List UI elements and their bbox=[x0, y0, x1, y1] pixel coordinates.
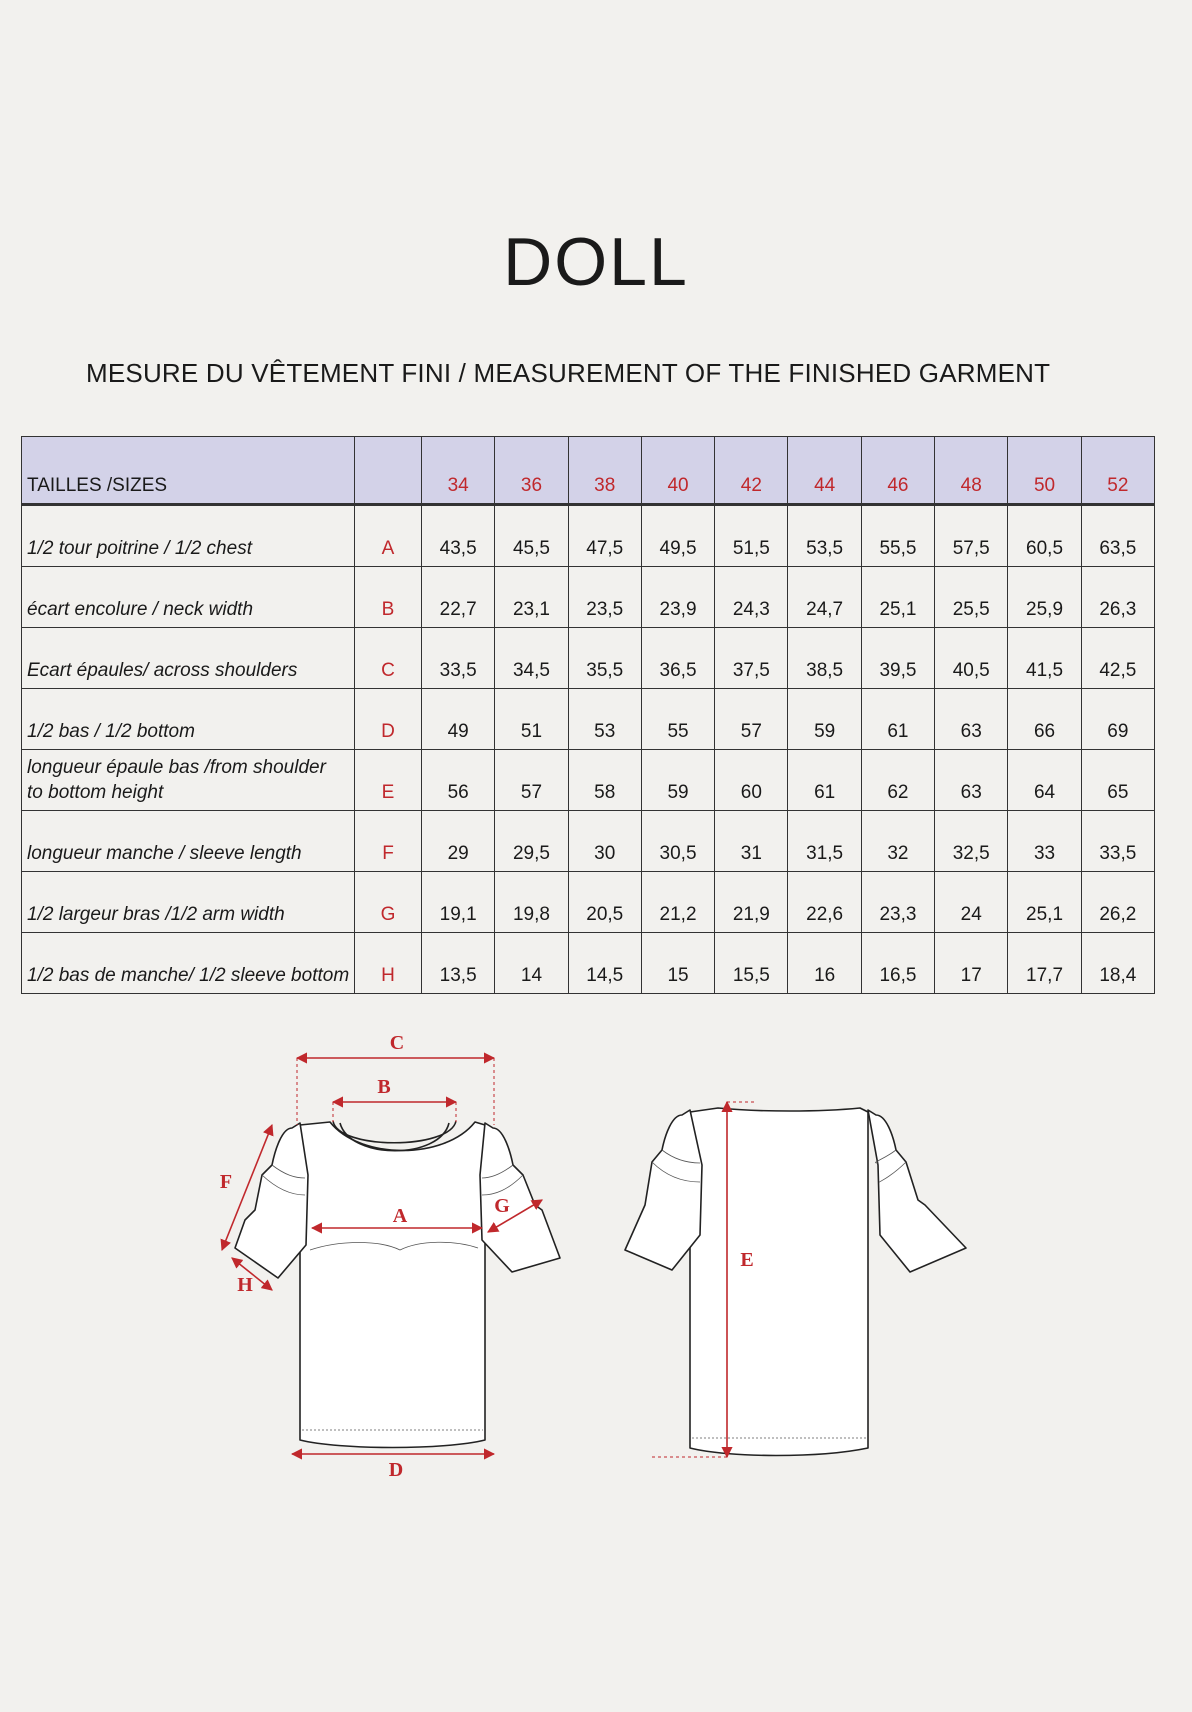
value-cell: 24,7 bbox=[788, 567, 861, 628]
size-header-cell: 42 bbox=[715, 437, 788, 505]
value-cell: 25,1 bbox=[861, 567, 934, 628]
row-label bbox=[22, 689, 355, 750]
value-cell: 19,1 bbox=[422, 872, 495, 933]
value-cell: 65 bbox=[1081, 750, 1154, 811]
garment-diagram bbox=[0, 1000, 1192, 1520]
row-label-line: longueur manche / sleeve length bbox=[27, 843, 302, 864]
table-row bbox=[22, 933, 1155, 994]
value-cell: 63 bbox=[935, 689, 1008, 750]
measure-letter: G bbox=[355, 872, 422, 933]
measure-letter: A bbox=[355, 505, 422, 567]
value-cell: 49,5 bbox=[641, 505, 714, 567]
measure-label-f: F bbox=[219, 1171, 233, 1193]
value-cell: 53 bbox=[568, 689, 641, 750]
row-label-line: to bottom height bbox=[27, 782, 164, 803]
measure-label-b: B bbox=[377, 1076, 391, 1098]
value-cell: 26,2 bbox=[1081, 872, 1154, 933]
value-cell: 61 bbox=[788, 750, 861, 811]
value-cell: 25,5 bbox=[935, 567, 1008, 628]
value-cell: 62 bbox=[861, 750, 934, 811]
row-label bbox=[22, 567, 355, 628]
value-cell: 17 bbox=[935, 933, 1008, 994]
value-cell: 66 bbox=[1008, 689, 1081, 750]
value-cell: 17,7 bbox=[1008, 933, 1081, 994]
front-garment-outline bbox=[235, 1121, 560, 1448]
value-cell: 32 bbox=[861, 811, 934, 872]
value-cell: 30,5 bbox=[641, 811, 714, 872]
value-cell: 53,5 bbox=[788, 505, 861, 567]
value-cell: 22,7 bbox=[422, 567, 495, 628]
value-cell: 33 bbox=[1008, 811, 1081, 872]
value-cell: 51,5 bbox=[715, 505, 788, 567]
value-cell: 26,3 bbox=[1081, 567, 1154, 628]
table-row bbox=[22, 872, 1155, 933]
measure-label-c: C bbox=[389, 1032, 405, 1054]
size-chart-table bbox=[21, 436, 1155, 994]
value-cell: 24 bbox=[935, 872, 1008, 933]
value-cell: 25,9 bbox=[1008, 567, 1081, 628]
value-cell: 59 bbox=[788, 689, 861, 750]
value-cell: 41,5 bbox=[1008, 628, 1081, 689]
value-cell: 16 bbox=[788, 933, 861, 994]
value-cell: 43,5 bbox=[422, 505, 495, 567]
table-header-row bbox=[22, 437, 1155, 505]
value-cell: 38,5 bbox=[788, 628, 861, 689]
sizes-header-label: TAILLES /SIZES bbox=[22, 437, 355, 505]
value-cell: 45,5 bbox=[495, 505, 568, 567]
row-label-line: longueur épaule bas /from shoulder bbox=[27, 757, 326, 778]
measure-label-e: E bbox=[740, 1249, 754, 1271]
size-header-cell: 52 bbox=[1081, 437, 1154, 505]
size-header-cell: 44 bbox=[788, 437, 861, 505]
value-cell: 36,5 bbox=[641, 628, 714, 689]
value-cell: 61 bbox=[861, 689, 934, 750]
size-header-cell: 36 bbox=[495, 437, 568, 505]
page-title: DOLL bbox=[503, 224, 689, 300]
value-cell: 37,5 bbox=[715, 628, 788, 689]
size-header-cell: 38 bbox=[568, 437, 641, 505]
row-label-line: 1/2 bas de manche/ 1/2 sleeve bottom bbox=[27, 965, 350, 986]
measure-letter: C bbox=[355, 628, 422, 689]
value-cell: 59 bbox=[641, 750, 714, 811]
value-cell: 29,5 bbox=[495, 811, 568, 872]
value-cell: 63,5 bbox=[1081, 505, 1154, 567]
row-label bbox=[22, 933, 355, 994]
value-cell: 51 bbox=[495, 689, 568, 750]
measure-label-g: G bbox=[494, 1195, 510, 1217]
value-cell: 39,5 bbox=[861, 628, 934, 689]
row-label-line: Ecart épaules/ across shoulders bbox=[27, 660, 298, 681]
value-cell: 47,5 bbox=[568, 505, 641, 567]
size-header-cell: 46 bbox=[861, 437, 934, 505]
measure-label-h: H bbox=[237, 1274, 253, 1296]
table-row bbox=[22, 567, 1155, 628]
page-subtitle: MESURE DU VÊTEMENT FINI / MEASUREMENT OF THE FINISHED GARMENT bbox=[86, 358, 1051, 388]
value-cell: 23,1 bbox=[495, 567, 568, 628]
table-row bbox=[22, 811, 1155, 872]
value-cell: 57 bbox=[715, 689, 788, 750]
size-header-cell: 40 bbox=[641, 437, 714, 505]
value-cell: 35,5 bbox=[568, 628, 641, 689]
measure-letter: E bbox=[355, 750, 422, 811]
value-cell: 33,5 bbox=[1081, 811, 1154, 872]
value-cell: 42,5 bbox=[1081, 628, 1154, 689]
value-cell: 24,3 bbox=[715, 567, 788, 628]
size-header-cell: 48 bbox=[935, 437, 1008, 505]
value-cell: 60 bbox=[715, 750, 788, 811]
table-row bbox=[22, 505, 1155, 567]
value-cell: 22,6 bbox=[788, 872, 861, 933]
value-cell: 58 bbox=[568, 750, 641, 811]
value-cell: 30 bbox=[568, 811, 641, 872]
value-cell: 60,5 bbox=[1008, 505, 1081, 567]
row-label-line: 1/2 tour poitrine / 1/2 chest bbox=[27, 538, 252, 559]
row-label bbox=[22, 750, 355, 811]
value-cell: 18,4 bbox=[1081, 933, 1154, 994]
value-cell: 20,5 bbox=[568, 872, 641, 933]
measure-letter: D bbox=[355, 689, 422, 750]
row-label bbox=[22, 628, 355, 689]
value-cell: 23,9 bbox=[641, 567, 714, 628]
table-row bbox=[22, 628, 1155, 689]
measure-label-a: A bbox=[392, 1205, 408, 1227]
value-cell: 33,5 bbox=[422, 628, 495, 689]
row-label bbox=[22, 811, 355, 872]
value-cell: 19,8 bbox=[495, 872, 568, 933]
measure-label-d: D bbox=[388, 1459, 404, 1481]
value-cell: 13,5 bbox=[422, 933, 495, 994]
value-cell: 31,5 bbox=[788, 811, 861, 872]
measure-letter: F bbox=[355, 811, 422, 872]
value-cell: 25,1 bbox=[1008, 872, 1081, 933]
value-cell: 55 bbox=[641, 689, 714, 750]
row-label-line: 1/2 bas / 1/2 bottom bbox=[27, 721, 195, 742]
value-cell: 57,5 bbox=[935, 505, 1008, 567]
value-cell: 14,5 bbox=[568, 933, 641, 994]
value-cell: 56 bbox=[422, 750, 495, 811]
value-cell: 63 bbox=[935, 750, 1008, 811]
value-cell: 55,5 bbox=[861, 505, 934, 567]
value-cell: 69 bbox=[1081, 689, 1154, 750]
row-label-line: écart encolure / neck width bbox=[27, 599, 254, 620]
back-garment-outline bbox=[625, 1108, 966, 1456]
value-cell: 57 bbox=[495, 750, 568, 811]
value-cell: 34,5 bbox=[495, 628, 568, 689]
value-cell: 49 bbox=[422, 689, 495, 750]
value-cell: 15,5 bbox=[715, 933, 788, 994]
value-cell: 32,5 bbox=[935, 811, 1008, 872]
value-cell: 29 bbox=[422, 811, 495, 872]
size-header-cell: 50 bbox=[1008, 437, 1081, 505]
value-cell: 21,2 bbox=[641, 872, 714, 933]
table-row bbox=[22, 689, 1155, 750]
row-label-line: 1/2 largeur bras /1/2 arm width bbox=[27, 904, 285, 925]
value-cell: 15 bbox=[641, 933, 714, 994]
table-row bbox=[22, 750, 1155, 811]
letter-header-cell bbox=[355, 437, 422, 505]
value-cell: 40,5 bbox=[935, 628, 1008, 689]
size-header-cell: 34 bbox=[422, 437, 495, 505]
measure-letter: B bbox=[355, 567, 422, 628]
measure-letter: H bbox=[355, 933, 422, 994]
value-cell: 23,5 bbox=[568, 567, 641, 628]
value-cell: 21,9 bbox=[715, 872, 788, 933]
row-label bbox=[22, 505, 355, 567]
value-cell: 23,3 bbox=[861, 872, 934, 933]
value-cell: 64 bbox=[1008, 750, 1081, 811]
value-cell: 31 bbox=[715, 811, 788, 872]
value-cell: 16,5 bbox=[861, 933, 934, 994]
value-cell: 14 bbox=[495, 933, 568, 994]
row-label bbox=[22, 872, 355, 933]
